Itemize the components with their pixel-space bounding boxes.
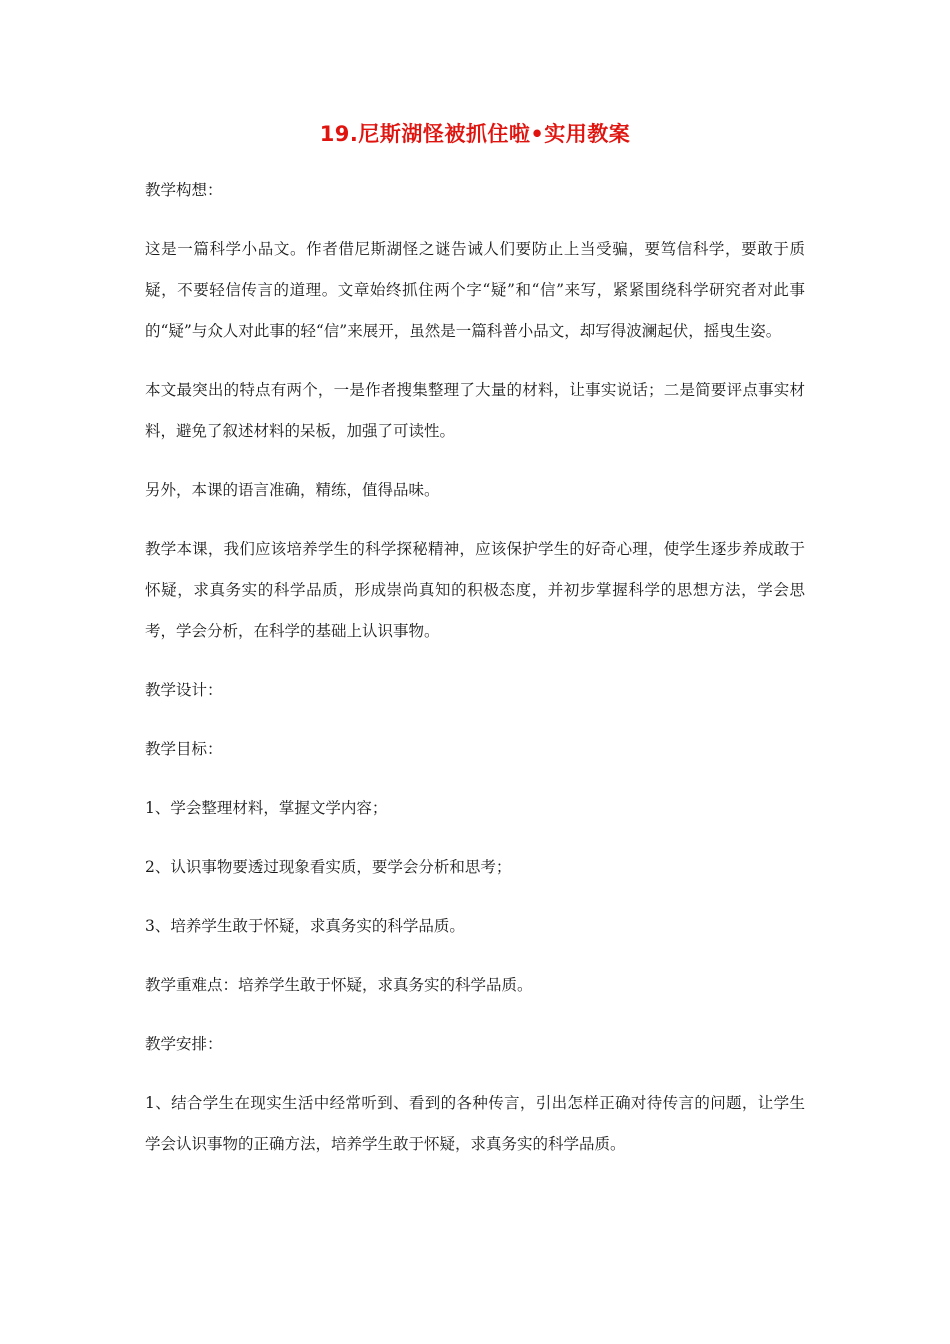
paragraph-language: 另外，本课的语言准确，精练，值得品味。 <box>145 481 440 499</box>
section-heading-teaching-arrangement: 教学安排： <box>145 1035 223 1053</box>
paragraph-teaching-goal-overview: 教学本课，我们应该培养学生的科学探秘精神，应该保护学生的好奇心理，使学生逐步养成敢于怀疑，求真务实的科学品质，形成崇尚真知的积极态度，并初步掌握科学的思想方法，学会思考，学会分析，在科学的基础上认识事物。 <box>145 540 805 640</box>
paragraph-key-points: 教学重难点：培养学生敢于怀疑，求真务实的科学品质。 <box>145 976 533 994</box>
document-title: 19.尼斯湖怪被抓住啦•实用教案 <box>319 122 631 146</box>
paragraph-intro: 这是一篇科学小品文。作者借尼斯湖怪之谜告诫人们要防止上当受骗，要笃信科学，要敢于质疑，不要轻信传言的道理。文章始终抓住两个字“疑”和“信”来写，紧紧围绕科学研究者对此事的“疑”与众人对此事的轻“信”来展开，虽然是一篇科普小品文，却写得波澜起伏，摇曳生姿。 <box>145 240 805 340</box>
objective-item-3: 3、培养学生敢于怀疑，求真务实的科学品质。 <box>145 917 465 935</box>
section-heading-teaching-objectives: 教学目标： <box>145 740 223 758</box>
paragraph-features: 本文最突出的特点有两个，一是作者搜集整理了大量的材料，让事实说话；二是简要评点事实材料，避免了叙述材料的呆板，加强了可读性。 <box>145 381 805 440</box>
arrangement-item-1: 1、结合学生在现实生活中经常听到、看到的各种传言，引出怎样正确对待传言的问题，让学生学会认识事物的正确方法，培养学生敢于怀疑，求真务实的科学品质。 <box>145 1094 805 1153</box>
objective-item-2: 2、认识事物要透过现象看实质，要学会分析和思考； <box>145 858 512 876</box>
section-heading-teaching-concept: 教学构想： <box>145 181 223 199</box>
document-body <box>145 170 805 1183</box>
objective-item-1: 1、学会整理材料，掌握文学内容； <box>145 799 388 817</box>
section-heading-teaching-design: 教学设计： <box>145 681 223 699</box>
